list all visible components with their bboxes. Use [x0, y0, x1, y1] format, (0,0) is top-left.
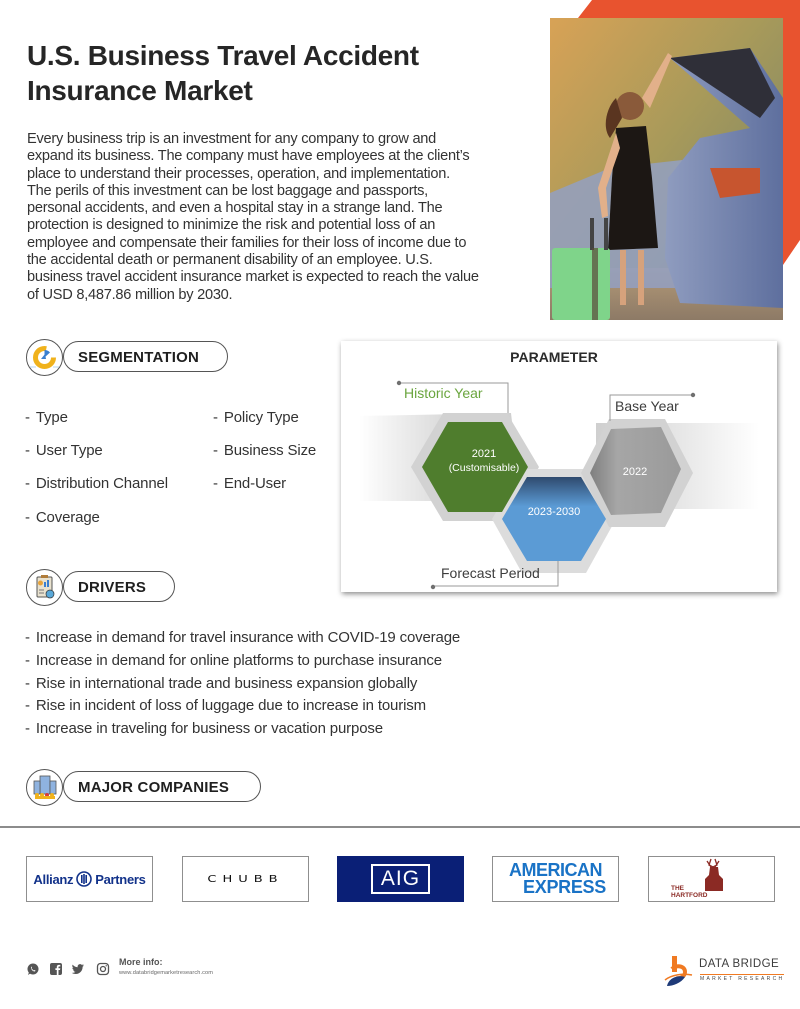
amex-line-1: AMERICAN: [509, 860, 602, 880]
title-line-1: U.S. Business Travel Accident: [27, 40, 419, 71]
segmentation-item: - Coverage: [25, 509, 100, 526]
chubb-text: CHUBB: [207, 873, 284, 885]
historic-year-label: Historic Year: [404, 385, 483, 401]
hero-photo: [550, 18, 783, 320]
title-line-2: Insurance Market: [27, 75, 253, 106]
intro-line: of USD 8,487.86 million by 2030.: [27, 286, 233, 303]
instagram-icon[interactable]: [96, 962, 110, 976]
amex-line-2: EXPRESS: [523, 877, 606, 897]
major-companies-heading: MAJOR COMPANIES: [63, 771, 261, 802]
drivers-header: [26, 569, 176, 606]
intro-paragraph: [27, 131, 542, 304]
logo-american-express: [492, 856, 619, 902]
major-companies-header: [26, 769, 262, 806]
parameter-card: [341, 341, 777, 592]
intro-line: Every business trip is an investment for any company to grow and: [27, 131, 437, 147]
brand-name: DATA BRIDGE: [699, 958, 780, 970]
hartford-line-1: THE: [671, 885, 684, 892]
driver-item: - Increase in traveling for business or vacation purpose: [25, 720, 383, 737]
forecast-value: 2023-2030: [527, 506, 581, 518]
brand-tagline: MARKET RESEARCH: [700, 976, 785, 982]
drivers-heading: DRIVERS: [63, 571, 175, 602]
allianz-eagle-icon: [76, 871, 92, 887]
allianz-text: Allianz: [33, 871, 74, 887]
historic-value-note: (Customisable): [448, 462, 520, 474]
intro-line: the accidental death or permanent disability of an employee. U.S.: [27, 252, 433, 269]
intro-line: place to understand their processes, operation, and implementation.: [27, 165, 450, 182]
intro-line: expand its business. The company must have employees at the client’s: [27, 148, 470, 165]
segmentation-header: [26, 339, 231, 376]
forecast-period-label: Forecast Period: [441, 565, 540, 581]
segmentation-item: - Type: [25, 409, 68, 426]
more-info-url[interactable]: www.databridgemarketresearch.com: [119, 970, 213, 976]
data-bridge-mark-icon: [663, 953, 693, 989]
parameter-title: PARAMETER: [510, 349, 598, 365]
pie-chart-icon: [26, 339, 63, 376]
segmentation-item: - Business Size: [213, 442, 317, 459]
segmentation-item: - User Type: [25, 442, 103, 459]
buildings-icon: [26, 769, 63, 806]
facebook-icon[interactable]: [49, 962, 63, 976]
divider: [0, 826, 800, 828]
base-year-label: Base Year: [615, 398, 679, 414]
segmentation-item: - Distribution Channel: [25, 475, 168, 492]
forecast-dot: [431, 585, 435, 589]
driver-item: - Increase in demand for travel insurance with COVID-19 coverage: [25, 629, 461, 646]
segmentation-item: - Policy Type: [213, 409, 299, 426]
twitter-icon[interactable]: [71, 962, 85, 976]
logo-aig: [337, 856, 464, 902]
logo-allianz-partners: [26, 856, 153, 902]
base-value: 2022: [622, 466, 648, 478]
intro-line: business travel accident insurance market is expected to reach the value: [27, 269, 479, 286]
data-bridge-logo: [663, 953, 785, 991]
driver-item: - Increase in demand for online platforms to purchase insurance: [25, 652, 442, 669]
whatsapp-icon[interactable]: [26, 962, 40, 976]
historic-value: 2021: [471, 448, 497, 460]
intro-line: employee and compensate their families for their loss of income due to: [27, 234, 467, 251]
partners-text: Partners: [95, 871, 146, 887]
aig-text: AIG: [371, 864, 430, 894]
intro-line: protection is designed to minimize the risk and potential loss of an: [27, 217, 436, 234]
logo-the-hartford: [648, 856, 775, 902]
logo-chubb: [182, 856, 309, 902]
segmentation-item: - End-User: [213, 475, 287, 492]
intro-line: The perils of this investment can be lost baggage and passports,: [27, 182, 428, 199]
segmentation-heading: SEGMENTATION: [63, 341, 228, 372]
hartford-line-2: HARTFORD: [671, 892, 708, 899]
base-dot: [691, 393, 695, 397]
driver-item: - Rise in incident of loss of luggage due to increase in tourism: [25, 697, 426, 714]
more-info-label: More info:: [119, 957, 163, 967]
intro-line: personal accidents, and even a hospital stay in a strange land. The: [27, 200, 443, 217]
report-icon: [26, 569, 63, 606]
driver-item: - Rise in international trade and business expansion globally: [25, 675, 418, 692]
page-title: [27, 38, 527, 108]
historic-dot: [397, 381, 401, 385]
